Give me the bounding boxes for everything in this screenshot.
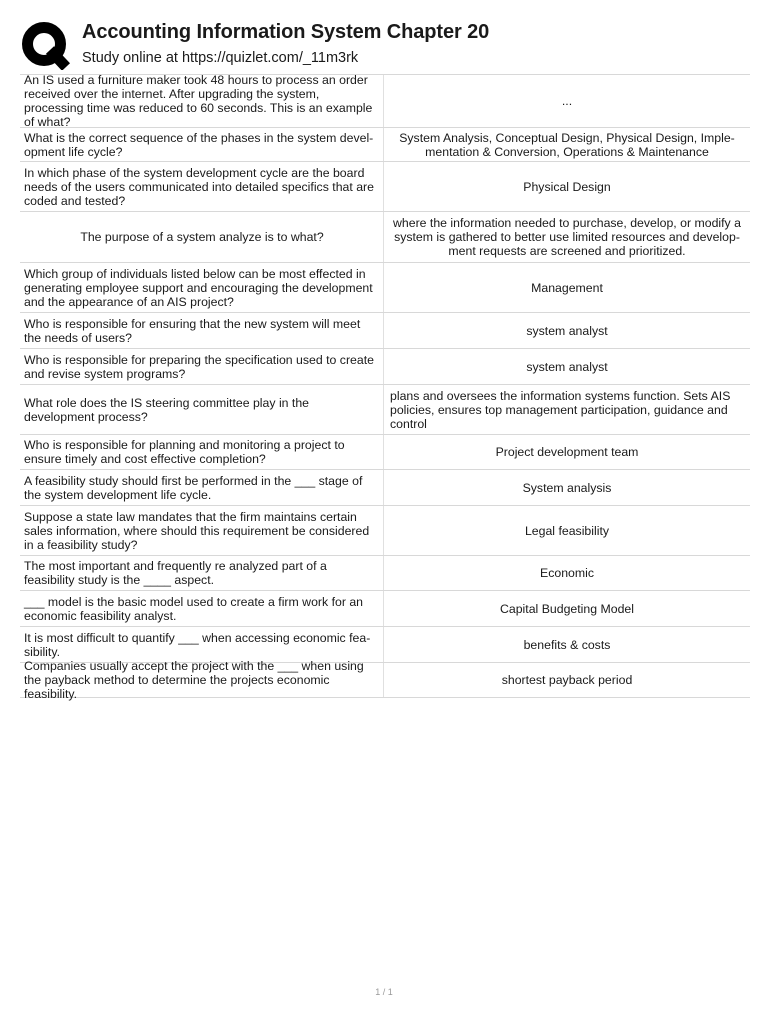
- card-definition: System Analysis, Conceptual Design, Physical Design, Imple- mentation & Conversion, Operations & Maintenance: [399, 130, 735, 159]
- card-definition: Physical Design: [523, 179, 611, 194]
- card-row: [20, 212, 750, 263]
- card-row: [20, 313, 750, 349]
- card-row: [20, 75, 750, 128]
- card-definition: where the information needed to purchase, develop, or modify a system is gathered to better use limited resources and develop- ment requests are screened and prioritized.: [393, 216, 741, 258]
- card-term: The most important and frequently re analyzed part of a feasibility study is the ____ aspect.: [20, 556, 384, 590]
- card-definition: Legal feasibility: [524, 523, 610, 538]
- card-term: What is the correct sequence of the phases in the system devel- opment life cycle?: [20, 128, 384, 161]
- card-definition: system analyst: [526, 323, 608, 338]
- card-term: ___ model is the basic model used to create a firm work for an economic feasibility analyst.: [20, 591, 384, 626]
- card-row: [20, 556, 750, 591]
- card-row: [20, 627, 750, 663]
- card-term: Suppose a state law mandates that the firm maintains certain sales information, where should this requirement be considered in a feasibility study?: [20, 506, 384, 555]
- card-term: Who is responsible for ensuring that the new system will meet the needs of users?: [20, 313, 384, 348]
- card-term: It is most difficult to quantify ___ when accessing economic fea- sibility.: [20, 627, 384, 662]
- card-row: [20, 349, 750, 385]
- card-row: [20, 506, 750, 556]
- card-definition: Project development team: [495, 445, 639, 459]
- card-term: The purpose of a system analyze is to what?: [20, 212, 384, 262]
- card-row: [20, 385, 750, 435]
- card-term: What role does the IS steering committee play in the development process?: [20, 385, 384, 434]
- card-row: [20, 128, 750, 162]
- card-row: [20, 435, 750, 470]
- card-row: [20, 263, 750, 313]
- card-term: Who is responsible for planning and monitoring a project to ensure timely and cost effective completion?: [20, 435, 384, 469]
- card-definition: Capital Budgeting Model: [500, 601, 634, 616]
- card-definition: System analysis: [522, 480, 612, 495]
- page-number: 1 / 1: [375, 987, 393, 997]
- flashcard-table: [20, 73, 750, 701]
- card-term: An IS used a furniture maker took 48 hours to process an order received over the internet. After upgrading the system, processing time was reduced to 60 seconds. This is an example of what?: [20, 75, 384, 127]
- study-online-link[interactable]: Study online at https://quizlet.com/_11m3rk: [82, 50, 359, 66]
- card-definition: ...: [561, 94, 573, 108]
- document-header: [20, 18, 750, 70]
- card-row: [20, 470, 750, 506]
- card-row: [20, 591, 750, 627]
- card-term: Which group of individuals listed below can be most effected in generating employee support and encouraging the development and the appearance of an AIS project?: [20, 263, 384, 312]
- card-term: In which phase of the system development cycle are the board needs of the users communicated into detailed specifics that are coded and tested?: [20, 162, 384, 211]
- quizlet-logo-icon: [20, 20, 70, 70]
- card-definition: benefits & costs: [523, 637, 611, 652]
- card-definition: shortest payback period: [501, 673, 633, 687]
- card-term: Companies usually accept the project with the ___ when using the payback method to determine the projects economic feasibility.: [20, 663, 384, 697]
- card-definition: system analyst: [526, 359, 608, 374]
- card-definition: plans and oversees the information systems function. Sets AIS policies, ensures top management participation, guidance and control: [390, 388, 731, 431]
- card-definition: Management: [531, 280, 603, 295]
- page-title: Accounting Information System Chapter 20: [82, 21, 490, 43]
- card-term: Who is responsible for preparing the specification used to create and revise system programs?: [20, 349, 384, 384]
- card-row: [20, 162, 750, 212]
- card-row: [20, 659, 750, 701]
- card-term: A feasibility study should first be performed in the ___ stage of the system development life cycle.: [20, 470, 384, 505]
- card-definition: Economic: [540, 566, 594, 580]
